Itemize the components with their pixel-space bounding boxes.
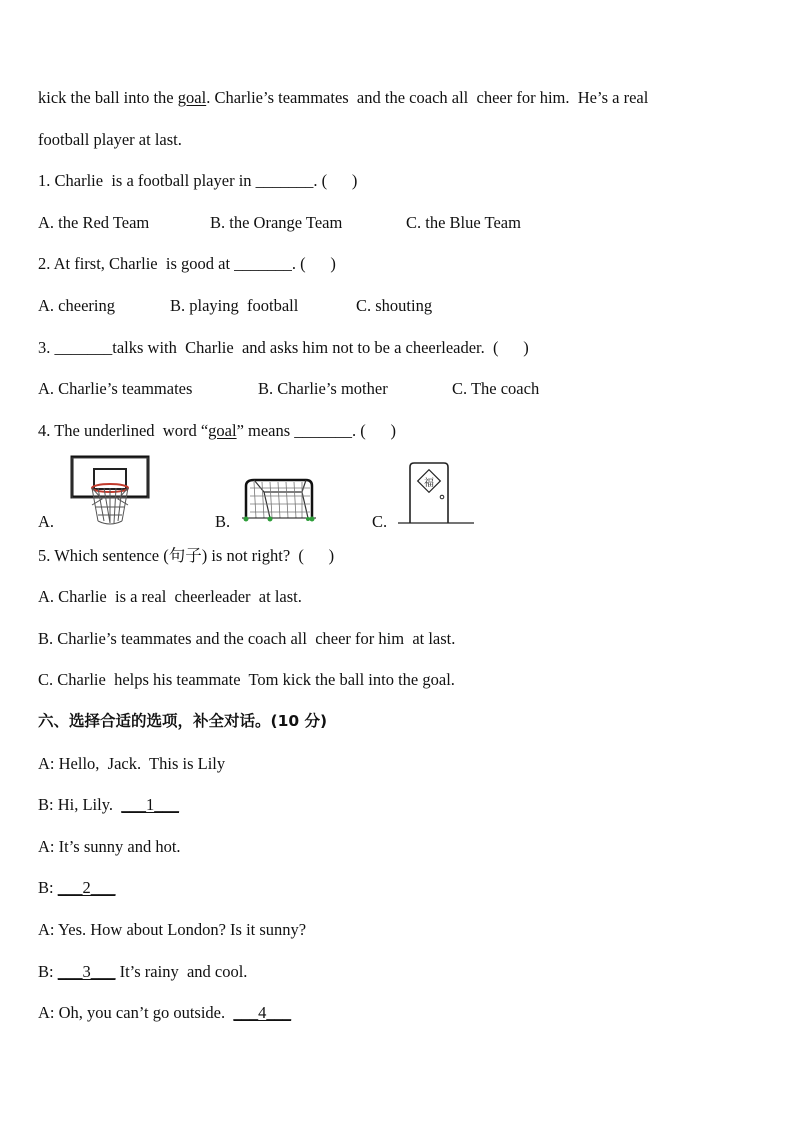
question-3-option-c[interactable]: C. The coach (452, 379, 540, 398)
basketball-hoop-picture[interactable] (70, 455, 150, 527)
answer-blank-3[interactable]: ___3___ (57, 962, 116, 981)
question-2-option-a[interactable]: A. cheering (38, 296, 115, 315)
question-3-stem: 3. _______talks with Charlie and asks him not to be a cheerleader. ( ) (38, 338, 529, 357)
question-2-option-b[interactable]: B. playing football (170, 296, 299, 315)
question-4-stem-text: ” means _______. ( ) (236, 421, 397, 440)
question-1-option-a[interactable]: A. the Red Team (38, 213, 150, 232)
question-3-option-b[interactable]: B. Charlie’s mother (258, 379, 388, 398)
dialogue-text: B: (38, 878, 58, 897)
question-5-option-a[interactable]: A. Charlie is a real cheerleader at last. (38, 587, 302, 606)
passage-line-2: football player at last. (38, 130, 182, 149)
door-picture[interactable] (396, 461, 476, 527)
question-5-stem: 5. Which sentence (句子) is not right? ( ) (38, 546, 335, 565)
dialogue-text: It’s rainy and cool. (115, 962, 248, 981)
underlined-word-goal: goal (177, 88, 207, 107)
dialogue-line-1 (38, 754, 225, 774)
dialogue-line-3 (38, 837, 181, 857)
question-3-option-a[interactable]: A. Charlie’s teammates (38, 379, 193, 398)
dialogue-line-5 (38, 920, 306, 940)
passage-line-1 (38, 88, 648, 108)
passage-text: kick the ball into the (38, 88, 178, 107)
door-sign-text: 福 (424, 478, 434, 489)
question-4-stem (38, 421, 396, 441)
question-1-option-b[interactable]: B. the Orange Team (210, 213, 343, 232)
question-5-option-b[interactable]: B. Charlie’s teammates and the coach all cheer for him at last. (38, 629, 456, 648)
answer-blank-2[interactable]: ___2___ (57, 878, 116, 897)
dialogue-line-2 (38, 795, 179, 815)
dialogue-text: A: It’s sunny and hot. (38, 837, 181, 856)
dialogue-line-7 (38, 1003, 291, 1023)
dialogue-text: A: Yes. How about London? Is it sunny? (38, 920, 307, 939)
dialogue-line-6 (38, 962, 247, 982)
dialogue-line-4 (38, 878, 115, 898)
section-6-heading: 六、选择合适的选项，补全对话。(10 分) (38, 712, 328, 730)
question-2-stem: 2. At first, Charlie is good at _______. ( ) (38, 254, 336, 273)
football-goal-picture[interactable] (240, 478, 318, 524)
question-1-option-c[interactable]: C. the Blue Team (406, 213, 521, 232)
dialogue-text: B: Hi, Lily. (38, 795, 122, 814)
dialogue-text: A: Hello, Jack. This is Lily (38, 754, 226, 773)
passage-text: . Charlie’s teammates and the coach all cheer for him. He’s a real (206, 88, 649, 107)
question-4-option-b[interactable]: B. (215, 512, 231, 531)
question-4-option-c[interactable]: C. (372, 512, 388, 531)
answer-blank-4[interactable]: ___4___ (233, 1003, 292, 1022)
answer-blank-1[interactable]: ___1___ (121, 795, 180, 814)
dialogue-text: A: Oh, you can’t go outside. (38, 1003, 234, 1022)
underlined-word-goal: goal (208, 421, 237, 440)
question-2-option-c[interactable]: C. shouting (356, 296, 433, 315)
dialogue-text: B: (38, 962, 58, 981)
question-5-option-c[interactable]: C. Charlie helps his teammate Tom kick the ball into the goal. (38, 670, 455, 689)
question-4-option-a[interactable]: A. (38, 512, 55, 531)
question-4-stem-text: 4. The underlined word “ (38, 421, 209, 440)
question-1-stem: 1. Charlie is a football player in _______. ( ) (38, 171, 358, 190)
